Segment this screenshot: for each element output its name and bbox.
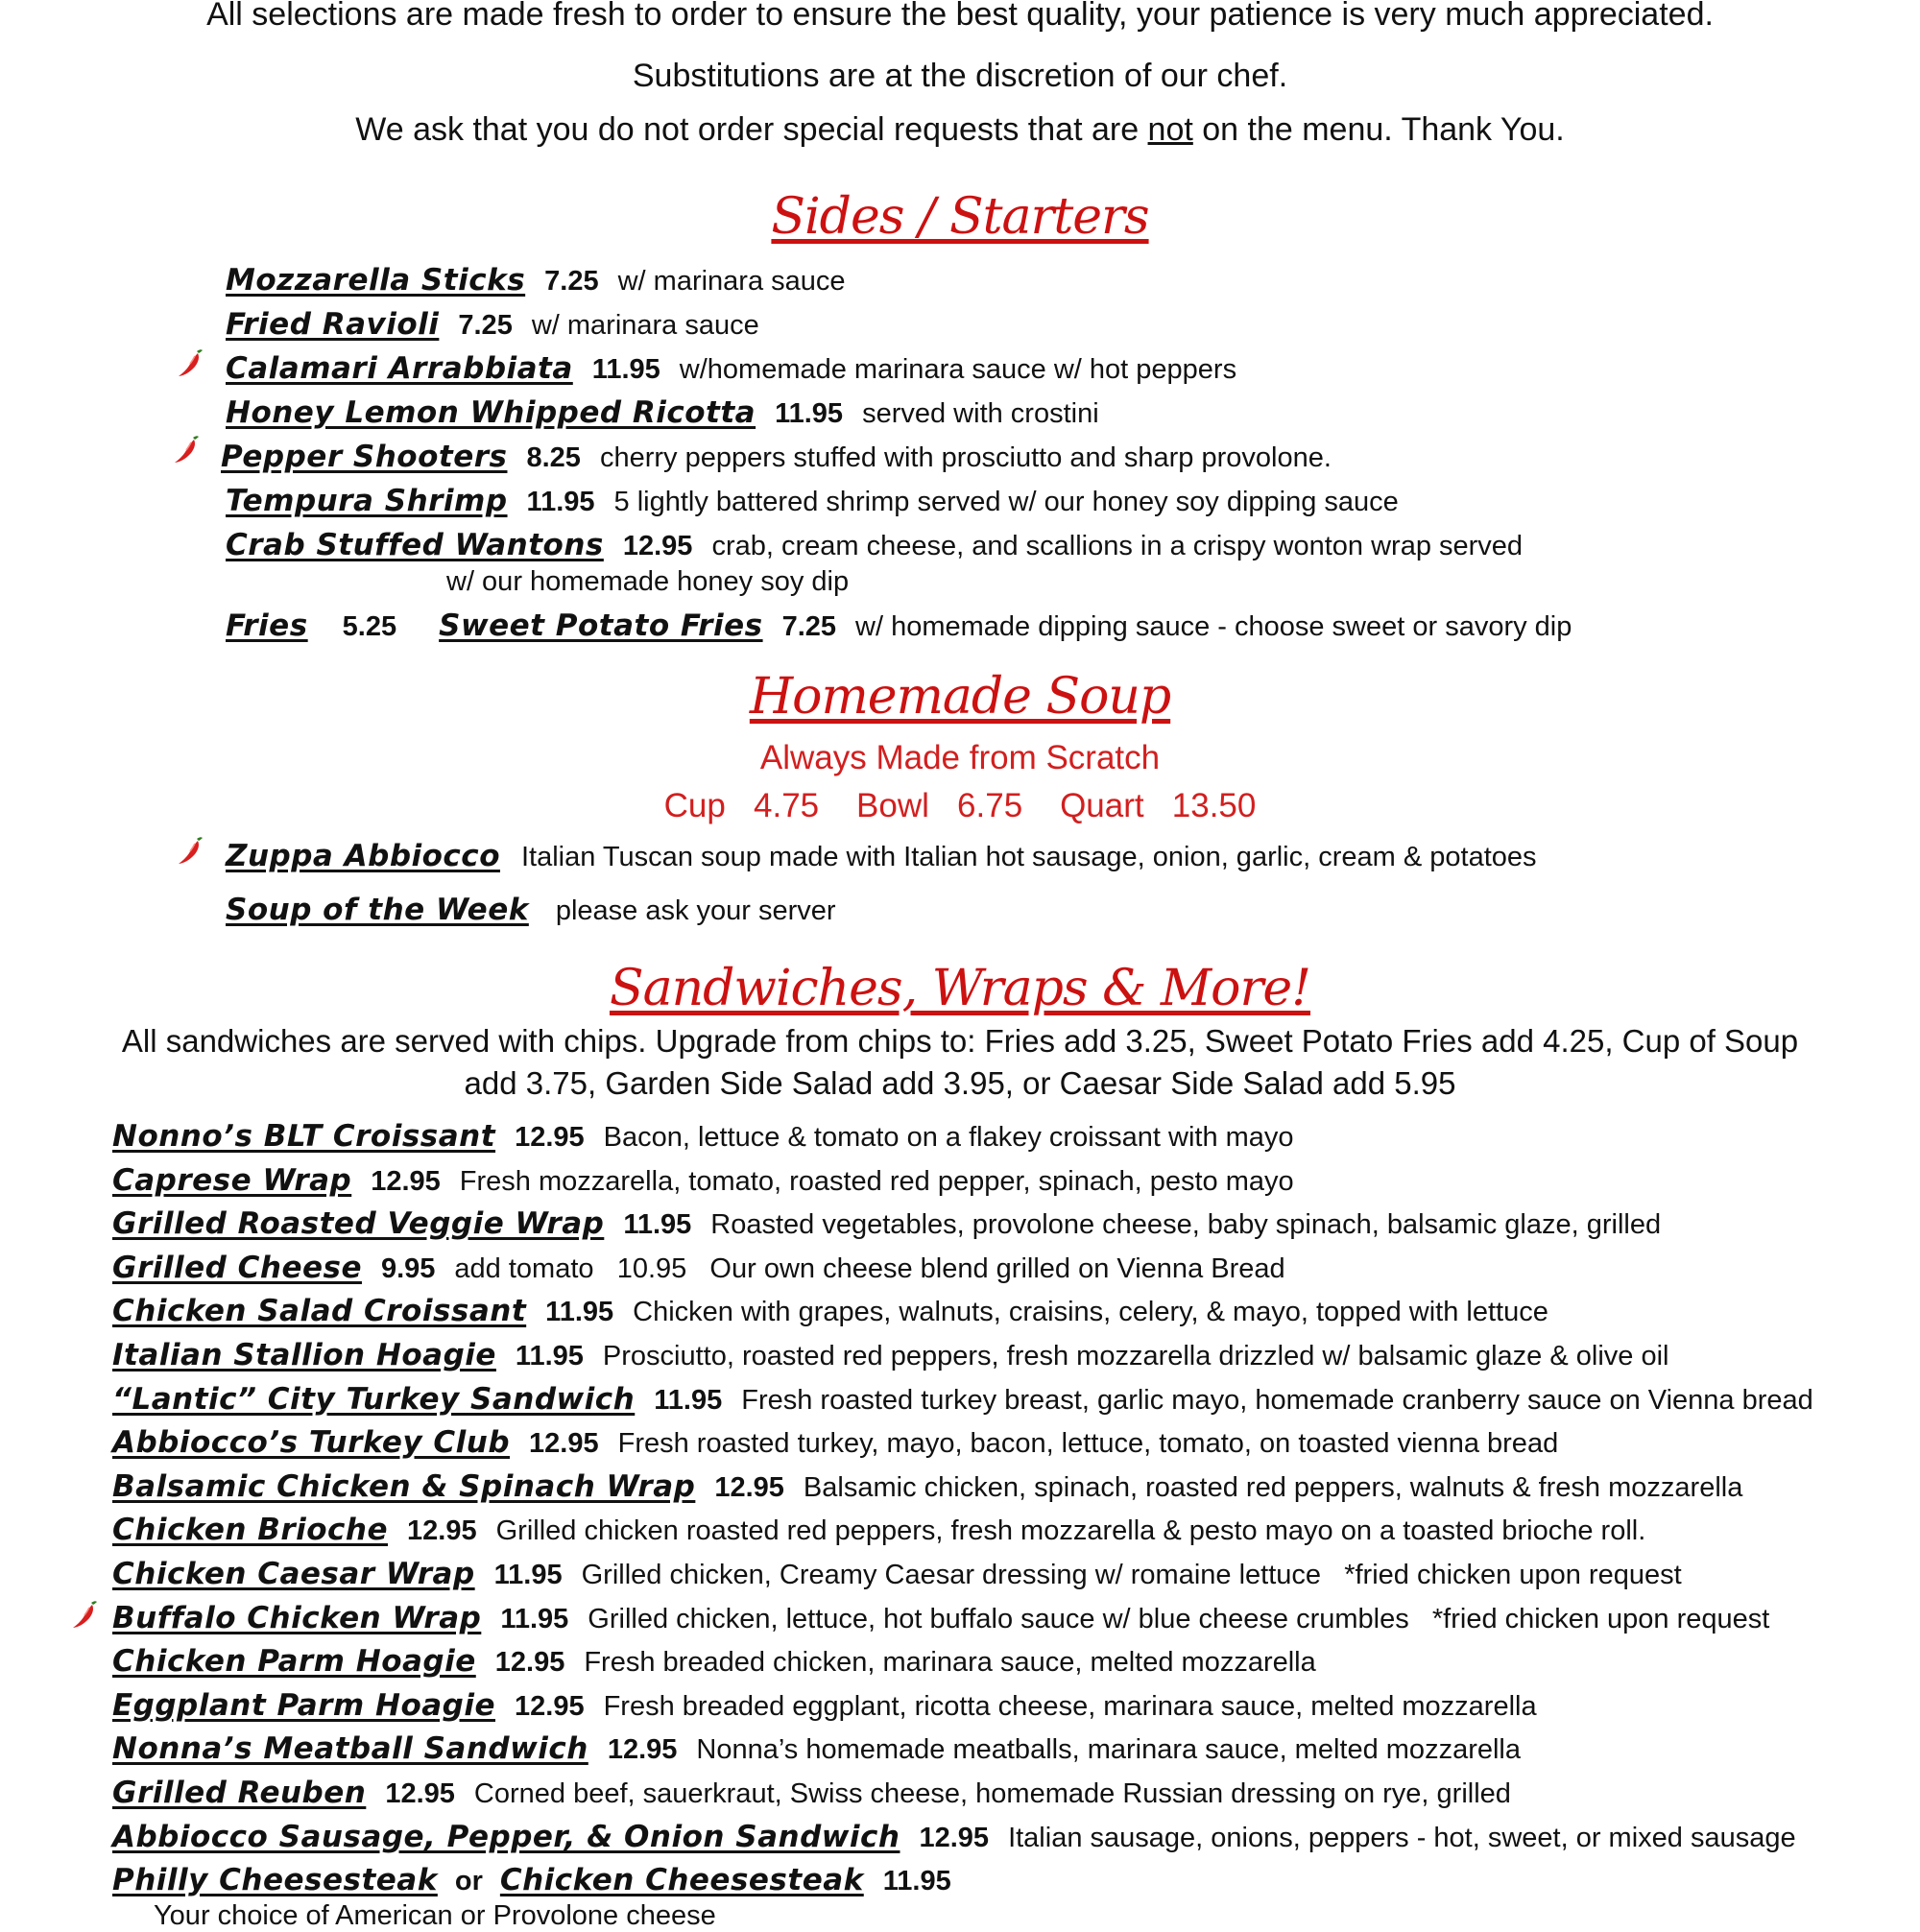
item-price: 12.95 [607, 1734, 678, 1765]
section-title-soup: Homemade Soup [749, 668, 1171, 726]
menu-item [112, 1117, 1294, 1157]
item-name: Italian Stallion Hoagie [112, 1338, 496, 1372]
item-desc: Fresh breaded eggplant, ricotta cheese, marinara sauce, melted mozzarella [603, 1691, 1537, 1722]
menu-item [112, 1729, 1521, 1769]
item-desc: 5 lightly battered shrimp served w/ our honey soy dipping sauce [613, 487, 1399, 517]
menu-item [112, 1774, 1511, 1813]
menu-item [112, 1818, 1796, 1857]
item-name: Fries [226, 608, 308, 643]
item-desc: Italian Tuscan soup made with Italian hot sausage, onion, garlic, cream & potatoes [521, 842, 1537, 872]
item-desc: served with crostini [862, 398, 1099, 429]
item-name: Pepper Shooters [221, 440, 508, 474]
item-price: 11.95 [515, 1341, 584, 1371]
hot-pepper-icon [70, 1599, 99, 1632]
item-price: 8.25 [526, 442, 581, 473]
menu-item [226, 482, 1399, 521]
intro-line-2: Substitutions are at the discretion of our chef. [632, 58, 1288, 94]
item-name: Balsamic Chicken & Spinach Wrap [112, 1469, 696, 1504]
item-name: Soup of the Week [226, 893, 529, 927]
menu-item [226, 394, 1099, 433]
hot-pepper-icon [172, 434, 201, 466]
menu-item [226, 349, 1236, 389]
menu-item [112, 1686, 1537, 1726]
item-price: 12.95 [494, 1647, 565, 1678]
section-title-sandwiches: Sandwiches, Wraps & More! [609, 960, 1311, 1017]
menu-item [112, 1161, 1294, 1201]
section-title-sides: Sides / Starters [771, 188, 1149, 246]
menu-item [112, 1336, 1668, 1375]
menu-item [112, 1423, 1558, 1463]
or-label: or [454, 1866, 483, 1896]
item-desc: Fresh mozzarella, tomato, roasted red pepper, spinach, pesto mayo [459, 1166, 1294, 1197]
item-name: Buffalo Chicken Wrap [112, 1601, 482, 1635]
sandwich-note-line-1: All sandwiches are served with chips. Upgrade from chips to: Fries add 3.25, Sweet Potato Fries add 4.25, Cup of Soup [121, 1023, 1799, 1059]
menu-item [112, 1555, 1682, 1594]
item-name: Honey Lemon Whipped Ricotta [226, 395, 756, 430]
item-desc: w/ marinara sauce [531, 310, 759, 341]
menu-item [112, 1292, 1548, 1331]
item-price-2: 7.25 [781, 611, 837, 642]
item-desc-continued: w/ our homemade honey soy dip [446, 566, 850, 597]
intro-line-3-a: We ask that you do not order special requests that are [355, 111, 1148, 148]
soup-subtitle: Always Made from Scratch [759, 739, 1161, 776]
item-price: 11.95 [882, 1866, 951, 1896]
item-price: 11.95 [591, 354, 660, 385]
item-name: Caprese Wrap [112, 1163, 352, 1198]
item-price: 11.95 [775, 398, 844, 429]
menu-item [226, 526, 1523, 565]
item-name: “Lantic” City Turkey Sandwich [112, 1382, 636, 1417]
menu-item [112, 1467, 1742, 1507]
item-name: Nonno’s BLT Croissant [112, 1119, 496, 1154]
hot-pepper-icon [176, 347, 204, 380]
hot-pepper-icon [176, 835, 204, 868]
item-desc: Prosciutto, roasted red peppers, fresh mozzarella drizzled w/ balsamic glaze & olive oil [602, 1341, 1669, 1371]
item-price: 11.95 [500, 1604, 569, 1634]
menu-item [112, 1249, 1285, 1288]
menu-item [112, 1599, 1769, 1638]
item-name: Fried Ravioli [226, 307, 440, 342]
menu-item [112, 1642, 1316, 1682]
item-price: 12.95 [515, 1122, 585, 1153]
item-name: Chicken Parm Hoagie [112, 1644, 476, 1679]
menu-item-philly [112, 1861, 971, 1900]
philly-note: Your choice of American or Provolone cheese [154, 1900, 716, 1931]
item-name-2: Chicken Cheesesteak [499, 1863, 864, 1897]
sandwich-note-line-2: add 3.75, Garden Side Salad add 3.95, or Caesar Side Salad add 5.95 [464, 1065, 1456, 1101]
item-name: Grilled Roasted Veggie Wrap [112, 1206, 605, 1241]
item-desc: Fresh roasted turkey breast, garlic mayo, homemade cranberry sauce on Vienna bread [741, 1385, 1813, 1416]
item-price: 12.95 [714, 1472, 784, 1503]
item-price: 12.95 [385, 1778, 455, 1809]
item-name: Abbiocco Sausage, Pepper, & Onion Sandwich [112, 1820, 900, 1854]
item-desc: Fresh roasted turkey, mayo, bacon, lettuce, tomato, on toasted vienna bread [617, 1428, 1559, 1459]
item-desc: Corned beef, sauerkraut, Swiss cheese, homemade Russian dressing on rye, grilled [473, 1778, 1511, 1809]
item-name: Chicken Caesar Wrap [112, 1557, 475, 1591]
item-desc: w/ homemade dipping sauce - choose sweet or savory dip [855, 611, 1572, 642]
menu-item [112, 1380, 1813, 1419]
item-name: Tempura Shrimp [226, 484, 508, 518]
item-price: 11.95 [545, 1297, 614, 1327]
item-desc: Grilled chicken, Creamy Caesar dressing w/ romaine lettuce *fried chicken upon request [581, 1560, 1682, 1590]
item-price: 11.95 [493, 1560, 563, 1590]
item-name: Crab Stuffed Wantons [226, 528, 604, 562]
item-price: 12.95 [622, 531, 693, 561]
item-price: 11.95 [654, 1385, 723, 1416]
item-name: Eggplant Parm Hoagie [112, 1688, 496, 1723]
item-price: 7.25 [458, 310, 513, 341]
item-price: 11.95 [623, 1209, 692, 1240]
item-desc: Italian sausage, onions, peppers - hot, sweet, or mixed sausage [1008, 1823, 1796, 1853]
item-desc: Chicken with grapes, walnuts, craisins, celery, & mayo, topped with lettuce [633, 1297, 1548, 1327]
item-desc: Nonna’s homemade meatballs, marinara sauce, melted mozzarella [696, 1734, 1521, 1765]
item-name: Calamari Arrabbiata [226, 351, 573, 386]
item-price: 12.95 [529, 1428, 599, 1459]
item-name: Grilled Reuben [112, 1776, 367, 1810]
soup-sizes: Cup 4.75 Bowl 6.75 Quart 13.50 [663, 787, 1257, 824]
item-name: Mozzarella Sticks [226, 263, 526, 298]
menu-item [112, 1205, 1661, 1244]
intro-line-3 [0, 111, 1920, 149]
item-name-2: Sweet Potato Fries [439, 608, 763, 643]
item-desc: Fresh breaded chicken, marinara sauce, melted mozzarella [584, 1647, 1316, 1678]
item-price: 7.25 [544, 266, 599, 297]
menu-item [226, 261, 846, 300]
item-name: Abbiocco’s Turkey Club [112, 1425, 511, 1460]
item-desc: crab, cream cheese, and scallions in a crispy wonton wrap served [711, 531, 1524, 561]
item-desc: please ask your server [555, 895, 836, 926]
menu-item-fries [226, 607, 1572, 646]
menu-item [112, 1511, 1645, 1550]
item-price: 12.95 [919, 1823, 990, 1853]
item-name: Nonna’s Meatball Sandwich [112, 1731, 588, 1766]
intro-line-3-b: on the menu. Thank You. [1192, 111, 1565, 148]
item-price: 5.25 [342, 611, 397, 642]
item-price: 9.95 [380, 1253, 436, 1284]
intro-line-1: All selections are made fresh to order to ensure the best quality, your patience is very much appreciated. [206, 0, 1714, 33]
menu-item [226, 837, 1537, 876]
item-desc: Roasted vegetables, provolone cheese, baby spinach, balsamic glaze, grilled [710, 1209, 1662, 1240]
item-name: Grilled Cheese [112, 1251, 362, 1285]
menu-item [226, 891, 836, 930]
item-price: 11.95 [526, 487, 595, 517]
item-desc: w/homemade marinara sauce w/ hot peppers [679, 354, 1237, 385]
menu-item [221, 438, 1332, 477]
item-desc: cherry peppers stuffed with prosciutto and sharp provolone. [599, 442, 1332, 473]
item-desc: Bacon, lettuce & tomato on a flakey croissant with mayo [603, 1122, 1294, 1153]
item-desc: Balsamic chicken, spinach, roasted red peppers, walnuts & fresh mozzarella [803, 1472, 1743, 1503]
item-name: Chicken Brioche [112, 1513, 389, 1547]
item-name: Philly Cheesesteak [112, 1863, 438, 1897]
item-price: 12.95 [407, 1515, 477, 1546]
item-name: Chicken Salad Croissant [112, 1294, 527, 1328]
item-desc: Grilled chicken roasted red peppers, fresh mozzarella & pesto mayo on a toasted brioche roll. [495, 1515, 1646, 1546]
item-desc: Grilled chicken, lettuce, hot buffalo sauce w/ blue cheese crumbles *fried chicken upon request [588, 1604, 1770, 1634]
item-name: Zuppa Abbiocco [226, 839, 500, 873]
item-price: 12.95 [515, 1691, 585, 1722]
intro-line-3-not: not [1147, 111, 1193, 148]
item-price: 12.95 [371, 1166, 441, 1197]
menu-item [226, 305, 759, 345]
item-desc: add tomato 10.95 Our own cheese blend grilled on Vienna Bread [454, 1253, 1285, 1284]
item-desc: w/ marinara sauce [617, 266, 846, 297]
